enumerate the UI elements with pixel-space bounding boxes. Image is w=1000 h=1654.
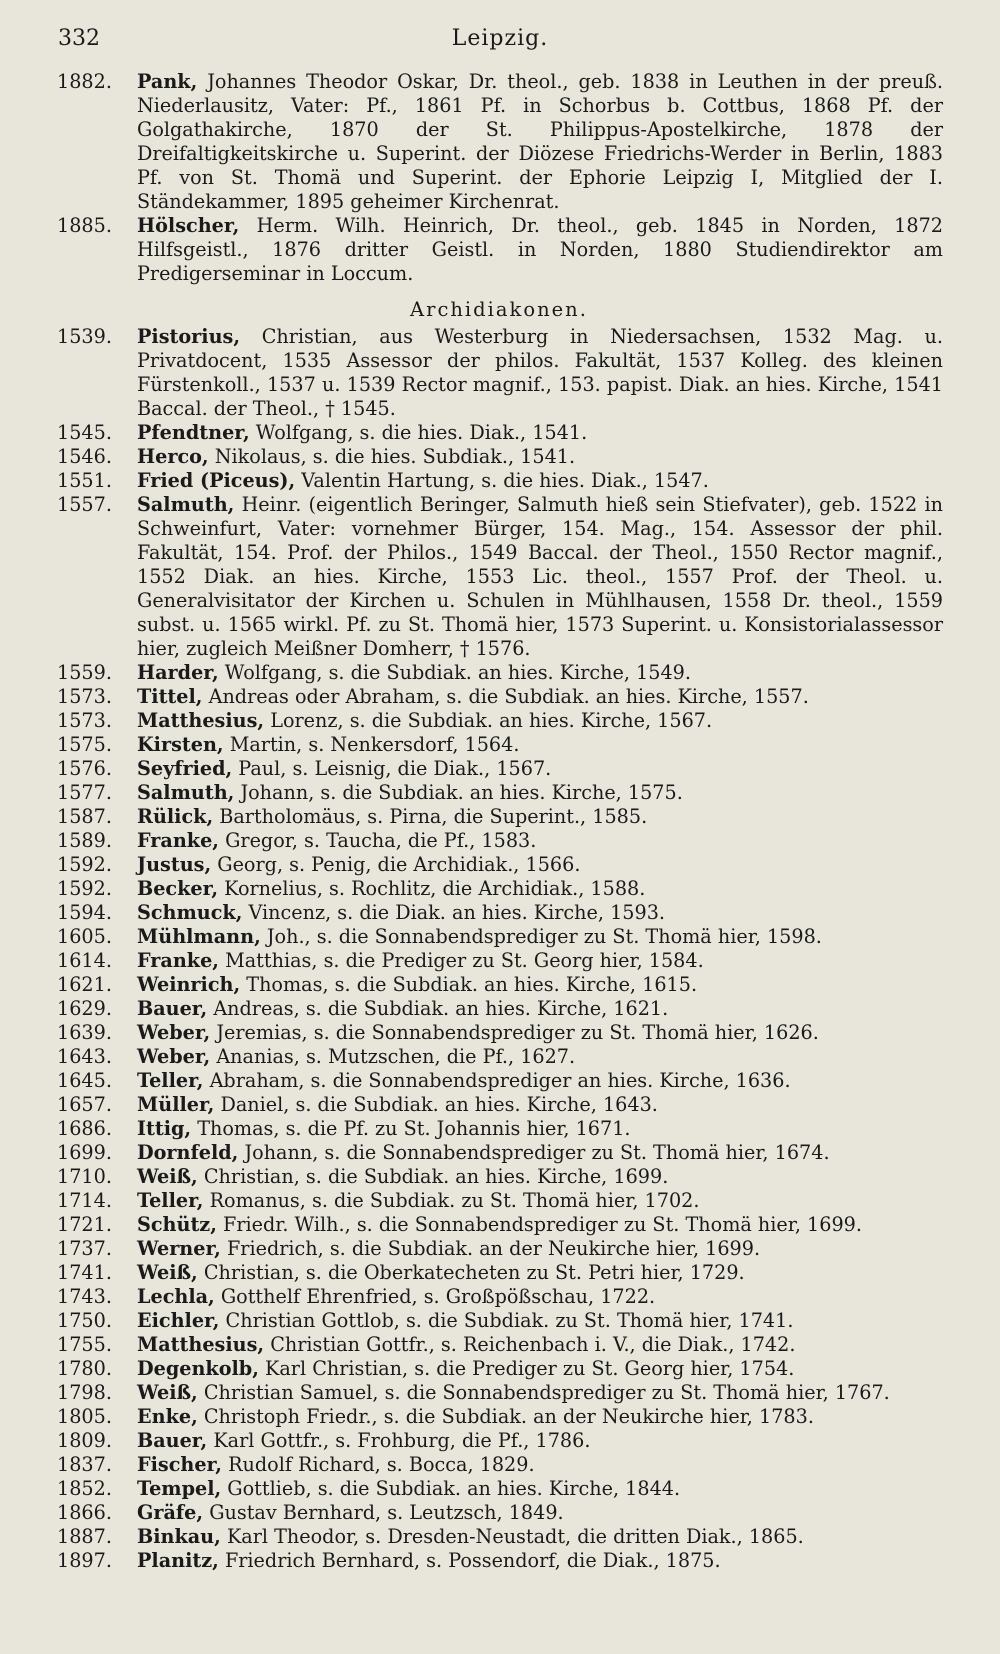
list-item: [55, 1501, 943, 1525]
entry-name: Weiß,: [137, 1165, 198, 1188]
list-item: [55, 1381, 943, 1405]
superintendent-list: [55, 70, 943, 286]
list-item: [55, 997, 943, 1021]
entry-year: 1837.: [57, 1453, 112, 1476]
list-item: [55, 829, 943, 853]
entry-text: Karl Christian, s. die Prediger zu St. Georg hier, 1754.: [265, 1357, 795, 1380]
entry-name: Mühlmann,: [137, 925, 261, 948]
entry-name: Salmuth,: [137, 493, 235, 516]
list-item: [55, 1045, 943, 1069]
entry-year: 1809.: [57, 1429, 112, 1452]
entry-text: Bartholomäus, s. Pirna, die Superint., 1585.: [219, 805, 648, 828]
entry-text: Martin, s. Nenkersdorf, 1564.: [229, 733, 520, 756]
list-item: [55, 1117, 943, 1141]
list-item: [55, 1165, 943, 1189]
entry-year: 1575.: [57, 733, 112, 756]
entry-name: Tittel,: [137, 685, 203, 708]
entry-year: 1639.: [57, 1021, 112, 1044]
entry-year: 1545.: [57, 421, 112, 444]
entry-text: Christian, s. die Subdiak. an hies. Kirche, 1699.: [203, 1165, 669, 1188]
entry-text: Friedrich Bernhard, s. Possendorf, die Diak., 1875.: [224, 1549, 721, 1572]
entry-year: 1714.: [57, 1189, 112, 1212]
entry-year: 1592.: [57, 853, 112, 876]
entry-year: 1798.: [57, 1381, 112, 1404]
entries-list: [55, 70, 943, 1573]
entry-year: 1559.: [57, 661, 112, 684]
entry-year: 1605.: [57, 925, 112, 948]
entry-year: 1621.: [57, 973, 112, 996]
entry-text: Thomas, s. die Subdiak. an hies. Kirche, 1615.: [246, 973, 698, 996]
entry-year: 1576.: [57, 757, 112, 780]
entry-year: 1737.: [57, 1237, 112, 1260]
entry-name: Dornfeld,: [137, 1141, 239, 1164]
entry-year: 1887.: [57, 1525, 112, 1548]
entry-name: Franke,: [137, 829, 219, 852]
entry-year: 1741.: [57, 1261, 112, 1284]
entry-name: Pank,: [137, 70, 198, 93]
entry-text: Christian Gottfr., s. Reichenbach i. V., die Diak., 1742.: [270, 1333, 796, 1356]
entry-text: Christian Gottlob, s. die Subdiak. zu St. Thomä hier, 1741.: [225, 1309, 794, 1332]
list-item: [55, 214, 943, 286]
entry-name: Müller,: [137, 1093, 215, 1116]
entry-text: Romanus, s. die Subdiak. zu St. Thomä hier, 1702.: [209, 1189, 700, 1212]
entry-name: Schmuck,: [137, 901, 243, 924]
entry-year: 1750.: [57, 1309, 112, 1332]
list-item: [55, 973, 943, 997]
list-item: [55, 1549, 943, 1573]
entry-name: Eichler,: [137, 1309, 220, 1332]
entry-name: Ittig,: [137, 1117, 192, 1140]
entry-year: 1885.: [57, 214, 112, 237]
entry-name: Seyfried,: [137, 757, 233, 780]
entry-year: 1589.: [57, 829, 112, 852]
entry-text: Johann, s. die Subdiak. an hies. Kirche, 1575.: [240, 781, 683, 804]
list-item: [55, 1189, 943, 1213]
entry-year: 1551.: [57, 469, 112, 492]
entry-text: Herm. Wilh. Heinrich, Dr. theol., geb. 1845 in Norden, 1872 Hilfsgeistl., 1876 dritter Geistl. in Norden, 1880 Studiendirektor am Predigerseminar in Loccum.: [137, 214, 943, 285]
entry-name: Gräfe,: [137, 1501, 204, 1524]
page-title: Leipzig.: [451, 26, 549, 51]
list-item: [55, 70, 943, 214]
entry-year: 1573.: [57, 685, 112, 708]
list-item: [55, 949, 943, 973]
list-item: [55, 1021, 943, 1045]
list-item: [55, 1261, 943, 1285]
entry-name: Harder,: [137, 661, 219, 684]
entry-year: 1743.: [57, 1285, 112, 1308]
list-item: [55, 1141, 943, 1165]
entry-name: Herco,: [137, 445, 209, 468]
entry-year: 1710.: [57, 1165, 112, 1188]
entry-name: Hölscher,: [137, 214, 240, 237]
entry-name: Enke,: [137, 1405, 198, 1428]
entry-year: 1573.: [57, 709, 112, 732]
list-item: [55, 781, 943, 805]
list-item: [55, 1309, 943, 1333]
entry-text: Christoph Friedr., s. die Subdiak. an der Neukirche hier, 1783.: [203, 1405, 814, 1428]
entry-text: Jeremias, s. die Sonnabendsprediger zu St. Thomä hier, 1626.: [216, 1021, 819, 1044]
list-item: [55, 757, 943, 781]
entry-name: Fischer,: [137, 1453, 222, 1476]
entry-year: 1657.: [57, 1093, 112, 1116]
entry-year: 1882.: [57, 70, 112, 93]
list-item: [55, 853, 943, 877]
entry-text: Gottlieb, s. die Subdiak. an hies. Kirche, 1844.: [227, 1477, 681, 1500]
entry-text: Gotthelf Ehrenfried, s. Großpößschau, 1722.: [220, 1285, 656, 1308]
entry-name: Schütz,: [137, 1213, 217, 1236]
list-item: [55, 1237, 943, 1261]
list-item: [55, 1525, 943, 1549]
entry-year: 1546.: [57, 445, 112, 468]
entry-year: 1629.: [57, 997, 112, 1020]
entry-text: Johann, s. die Sonnabendsprediger zu St. Thomä hier, 1674.: [244, 1141, 830, 1164]
entry-text: Lorenz, s. die Subdiak. an hies. Kirche, 1567.: [270, 709, 713, 732]
entry-text: Gustav Bernhard, s. Leutzsch, 1849.: [209, 1501, 564, 1524]
entry-name: Degenkolb,: [137, 1357, 259, 1380]
entry-year: 1852.: [57, 1477, 112, 1500]
entry-name: Matthesius,: [137, 1333, 265, 1356]
entry-text: Andreas oder Abraham, s. die Subdiak. an hies. Kirche, 1557.: [208, 685, 809, 708]
list-item: [55, 1069, 943, 1093]
entry-year: 1645.: [57, 1069, 112, 1092]
list-item: [55, 1285, 943, 1309]
list-item: [55, 805, 943, 829]
entry-year: 1594.: [57, 901, 112, 924]
entry-year: 1897.: [57, 1549, 112, 1572]
entry-name: Weinrich,: [137, 973, 241, 996]
entry-text: Gregor, s. Taucha, die Pf., 1583.: [225, 829, 537, 852]
entry-text: Christian, s. die Oberkatecheten zu St. Petri hier, 1729.: [203, 1261, 745, 1284]
entry-year: 1755.: [57, 1333, 112, 1356]
entry-text: Friedrich, s. die Subdiak. an der Neukirche hier, 1699.: [226, 1237, 761, 1260]
list-item: [55, 685, 943, 709]
list-item: [55, 1213, 943, 1237]
list-item: [55, 901, 943, 925]
entry-year: 1587.: [57, 805, 112, 828]
entry-year: 1592.: [57, 877, 112, 900]
entry-year: 1699.: [57, 1141, 112, 1164]
entry-name: Weber,: [137, 1045, 211, 1068]
entry-name: Tempel,: [137, 1477, 222, 1500]
entry-year: 1557.: [57, 493, 112, 516]
list-item: [55, 1333, 943, 1357]
entry-name: Matthesius,: [137, 709, 265, 732]
list-item: [55, 1357, 943, 1381]
entry-text: Thomas, s. die Pf. zu St. Johannis hier, 1671.: [197, 1117, 631, 1140]
entry-name: Weiß,: [137, 1381, 198, 1404]
archdeacon-list: [55, 325, 943, 1573]
entry-name: Kirsten,: [137, 733, 224, 756]
list-item: [55, 925, 943, 949]
list-item: [55, 1093, 943, 1117]
entry-text: Matthias, s. die Prediger zu St. Georg hier, 1584.: [225, 949, 704, 972]
entry-text: Christian, aus Westerburg in Niedersachsen, 1532 Mag. u. Privatdocent, 1535 Assessor der philos. Fakultät, 1537 Kolleg. des kleinen Fürstenkoll., 1537 u. 1539 Rector magnif., 153. papist. Diak. an hies. Kirche, 1541 Baccal. der Theol., † 1545.: [137, 325, 943, 420]
list-item: [55, 493, 943, 661]
entry-year: 1780.: [57, 1357, 112, 1380]
entry-year: 1539.: [57, 325, 112, 348]
entry-text: Karl Theodor, s. Dresden-Neustadt, die dritten Diak., 1865.: [226, 1525, 804, 1548]
list-item: [55, 1453, 943, 1477]
entry-text: Karl Gottfr., s. Frohburg, die Pf., 1786.: [213, 1429, 591, 1452]
list-item: [55, 709, 943, 733]
entry-text: Friedr. Wilh., s. die Sonnabendsprediger zu St. Thomä hier, 1699.: [223, 1213, 862, 1236]
entry-year: 1866.: [57, 1501, 112, 1524]
entry-text: Ananias, s. Mutzschen, die Pf., 1627.: [216, 1045, 576, 1068]
list-item: [55, 1429, 943, 1453]
entry-text: Rudolf Richard, s. Bocca, 1829.: [228, 1453, 535, 1476]
entry-text: Wolfgang, s. die hies. Diak., 1541.: [255, 421, 588, 444]
entry-text: Heinr. (eigentlich Beringer, Salmuth hieß sein Stiefvater), geb. 1522 in Schweinfurt, Vater: vornehmer Bürger, 154. Mag., 154. Assessor der phil. Fakultät, 154. Prof. der Philos., 1549 Baccal. der Theol., 1550 Rector magnif., 1552 Diak. an hies. Kirche, 1553 Lic. theol., 1557 Prof. der Theol. u. Generalvisitator der Kirchen u. Schulen in Mühlhausen, 1558 Dr. theol., 1559 subst. u. 1565 wirkl. Pf. zu St. Thomä hier, 1573 Superint. u. Konsistorialassessor hier, zugleich Meißner Domherr, † 1576.: [137, 493, 943, 660]
entry-name: Weber,: [137, 1021, 211, 1044]
entry-name: Pfendtner,: [137, 421, 250, 444]
entry-name: Lechla,: [137, 1285, 215, 1308]
entry-name: Pistorius,: [137, 325, 241, 348]
list-item: [55, 445, 943, 469]
entry-text: Paul, s. Leisnig, die Diak., 1567.: [238, 757, 552, 780]
list-item: [55, 661, 943, 685]
entry-text: Johannes Theodor Oskar, Dr. theol., geb. 1838 in Leuthen in der preuß. Niederlausitz, Vater: Pf., 1861 Pf. in Schorbus b. Cottbus, 1868 Pf. der Golgathakirche, 1870 der St. Philippus-Apostelkirche, 1878 der Dreifaltigkeitskirche u. Superint. der Diözese Friedrichs-Werder in Berlin, 1883 Pf. von St. Thomä und Superint. der Ephorie Leipzig I, Mitglied der I. Ständekammer, 1895 geheimer Kirchenrat.: [137, 70, 943, 213]
entry-name: Rülick,: [137, 805, 214, 828]
entry-name: Becker,: [137, 877, 219, 900]
running-header: [0, 22, 1000, 62]
list-item: [55, 469, 943, 493]
list-item: [55, 877, 943, 901]
entry-year: 1614.: [57, 949, 112, 972]
list-item: [55, 421, 943, 445]
entry-text: Nikolaus, s. die hies. Subdiak., 1541.: [214, 445, 576, 468]
entry-name: Bauer,: [137, 1429, 208, 1452]
list-item: [55, 1405, 943, 1429]
entry-name: Teller,: [137, 1069, 204, 1092]
entry-name: Weiß,: [137, 1261, 198, 1284]
section-heading: Archidiakonen.: [410, 298, 588, 321]
entry-text: Andreas, s. die Subdiak. an hies. Kirche, 1621.: [213, 997, 669, 1020]
entry-name: Bauer,: [137, 997, 208, 1020]
entry-year: 1805.: [57, 1405, 112, 1428]
entry-text: Vincenz, s. die Diak. an hies. Kirche, 1593.: [248, 901, 666, 924]
entry-text: Valentin Hartung, s. die hies. Diak., 1547.: [301, 469, 709, 492]
entry-text: Abraham, s. die Sonnabendsprediger an hies. Kirche, 1636.: [209, 1069, 791, 1092]
entry-text: Georg, s. Penig, die Archidiak., 1566.: [217, 853, 581, 876]
entry-text: Christian Samuel, s. die Sonnabendsprediger zu St. Thomä hier, 1767.: [203, 1381, 890, 1404]
entry-name: Salmuth,: [137, 781, 235, 804]
entry-text: Daniel, s. die Subdiak. an hies. Kirche, 1643.: [220, 1093, 658, 1116]
list-item: [55, 733, 943, 757]
entry-year: 1643.: [57, 1045, 112, 1068]
entry-text: Joh., s. die Sonnabendsprediger zu St. Thomä hier, 1598.: [266, 925, 822, 948]
entry-name: Werner,: [137, 1237, 221, 1260]
entry-text: Kornelius, s. Rochlitz, die Archidiak., 1588.: [224, 877, 646, 900]
entry-name: Binkau,: [137, 1525, 221, 1548]
entry-year: 1577.: [57, 781, 112, 804]
entry-name: Franke,: [137, 949, 219, 972]
entry-year: 1721.: [57, 1213, 112, 1236]
entry-name: Teller,: [137, 1189, 204, 1212]
entry-name: Fried (Piceus),: [137, 469, 296, 492]
entry-name: Justus,: [137, 853, 212, 876]
list-item: [55, 1477, 943, 1501]
list-item: [55, 325, 943, 421]
entry-year: 1686.: [57, 1117, 112, 1140]
entry-name: Planitz,: [137, 1549, 219, 1572]
entry-text: Wolfgang, s. die Subdiak. an hies. Kirche, 1549.: [224, 661, 691, 684]
page-number: 332: [58, 26, 100, 51]
